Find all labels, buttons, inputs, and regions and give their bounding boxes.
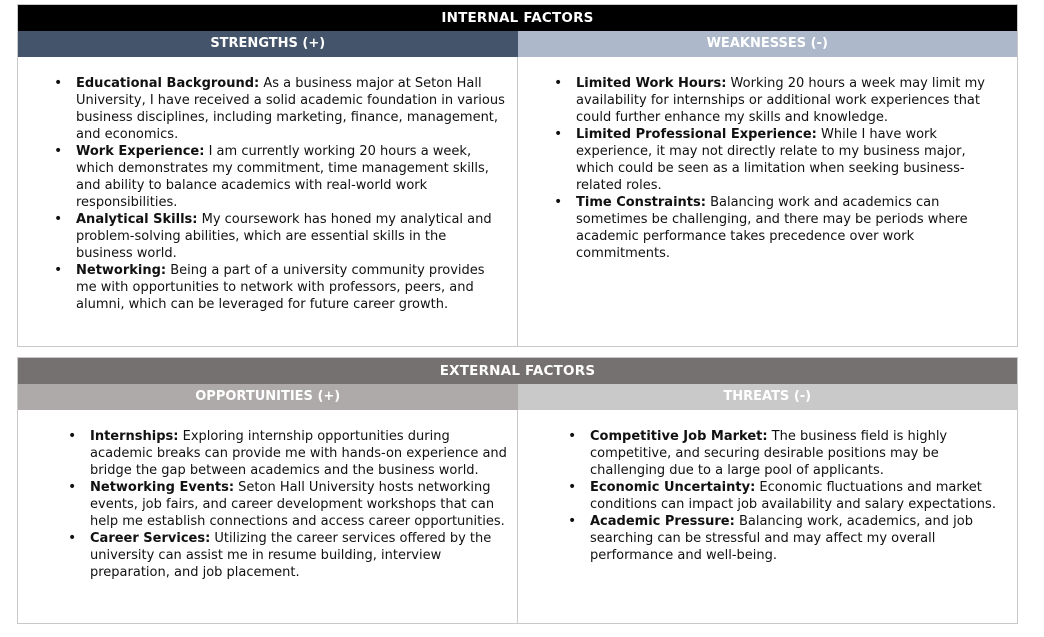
threats-cell xyxy=(517,410,1017,623)
weaknesses-list xyxy=(576,75,1007,262)
opportunity-item xyxy=(90,428,509,479)
weakness-text: Balancing work and academics can sometimes be challenging, and there may be periods where academic performance takes precedence over work commitments. xyxy=(576,195,968,261)
opportunity-term: Internships: xyxy=(90,429,179,444)
weakness-term: Limited Work Hours: xyxy=(576,76,727,91)
threat-item xyxy=(590,428,1009,479)
weakness-term: Time Constraints: xyxy=(576,195,706,210)
threat-term: Competitive Job Market: xyxy=(590,429,768,444)
strength-term: Analytical Skills: xyxy=(76,212,198,227)
internal-content-row xyxy=(18,57,1017,346)
strengths-cell xyxy=(18,57,517,346)
opportunity-term: Career Services: xyxy=(90,531,211,546)
opportunities-cell xyxy=(18,410,517,623)
opportunity-item xyxy=(90,530,509,581)
external-factors-table xyxy=(17,357,1018,624)
external-headings-row xyxy=(18,384,1017,410)
strength-text: Being a part of a university community provides me with opportunities to network with professors, peers, and alumni, which can be leveraged for future career growth. xyxy=(76,263,485,312)
strength-term: Educational Background: xyxy=(76,76,260,91)
threat-text: Balancing work, academics, and job searching can be stressful and may affect my overall performance and well-being. xyxy=(590,514,973,563)
weakness-item xyxy=(576,75,1007,126)
strength-text: My coursework has honed my analytical and problem-solving abilities, which are essential skills in the business world. xyxy=(76,212,492,261)
strength-item xyxy=(76,75,507,143)
weaknesses-heading: WEAKNESSES (-) xyxy=(518,31,1018,57)
threats-heading: THREATS (-) xyxy=(518,384,1018,410)
opportunity-item xyxy=(90,479,509,530)
weakness-term: Limited Professional Experience: xyxy=(576,127,817,142)
strengths-heading: STRENGTHS (+) xyxy=(18,31,518,57)
internal-factors-banner: INTERNAL FACTORS xyxy=(18,5,1017,31)
external-factors-banner: EXTERNAL FACTORS xyxy=(18,358,1017,384)
opportunity-text: Seton Hall University hosts networking events, job fairs, and career development workshops that can help me establish connections and access career opportunities. xyxy=(90,480,505,529)
weakness-text: Working 20 hours a week may limit my availability for internships or additional work experiences that could further enhance my skills and knowledge. xyxy=(576,76,985,125)
threats-list xyxy=(590,428,1009,564)
threat-term: Economic Uncertainty: xyxy=(590,480,756,495)
opportunities-heading: OPPORTUNITIES (+) xyxy=(18,384,518,410)
weakness-text: While I have work experience, it may not directly relate to my business major, which could be seen as a limitation when seeking business-related roles. xyxy=(576,127,966,193)
strength-item xyxy=(76,211,507,262)
threat-text: Economic fluctuations and market conditions can impact job availability and salary expectations. xyxy=(590,480,996,512)
strength-text: I am currently working 20 hours a week, which demonstrates my commitment, time management skills, and ability to balance academics with real-world work responsibilities. xyxy=(76,144,489,210)
external-content-row xyxy=(18,410,1017,623)
weaknesses-cell xyxy=(517,57,1017,346)
strength-term: Work Experience: xyxy=(76,144,205,159)
weakness-item xyxy=(576,194,1007,262)
threat-term: Academic Pressure: xyxy=(590,514,735,529)
opportunities-list xyxy=(90,428,509,581)
threat-item xyxy=(590,479,1009,513)
strength-text: As a business major at Seton Hall University, I have received a solid academic foundation in various business disciplines, including marketing, finance, management, and economics. xyxy=(76,76,505,142)
threat-item xyxy=(590,513,1009,564)
weakness-item xyxy=(576,126,1007,194)
threat-text: The business field is highly competitive, and securing desirable positions may be challenging due to a large pool of applicants. xyxy=(590,429,948,478)
internal-factors-table xyxy=(17,4,1018,347)
strengths-list xyxy=(76,75,507,313)
internal-headings-row xyxy=(18,31,1017,57)
strength-term: Networking: xyxy=(76,263,167,278)
strength-item xyxy=(76,143,507,211)
strength-item xyxy=(76,262,507,313)
opportunity-text: Exploring internship opportunities during academic breaks can provide me with hands-on experience and bridge the gap between academics and the business world. xyxy=(90,429,507,478)
opportunity-text: Utilizing the career services offered by the university can assist me in resume building, interview preparation, and job placement. xyxy=(90,531,492,580)
opportunity-term: Networking Events: xyxy=(90,480,235,495)
